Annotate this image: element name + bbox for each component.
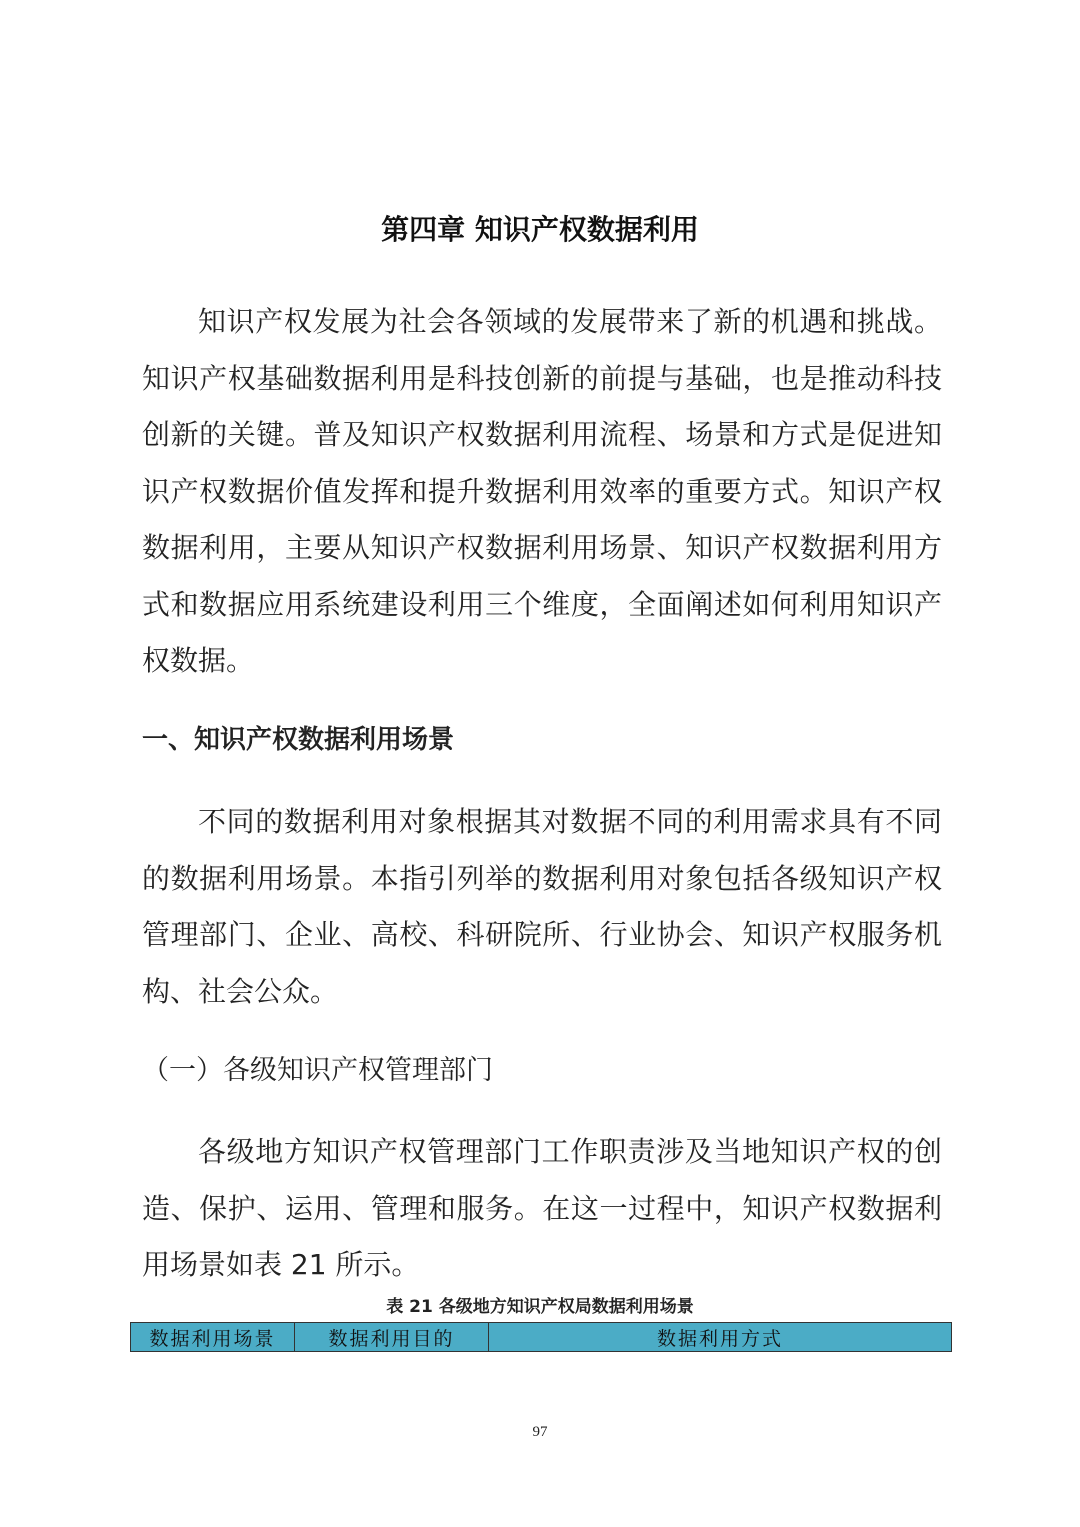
table-caption: 表 21 各级地方知识产权局数据利用场景	[386, 1297, 694, 1317]
scenario-table	[130, 1322, 952, 1352]
intro-paragraph: 知识产权发展为社会各领域的发展带来了新的机遇和挑战。知识产权基础数据利用是科技创新的前提与基础，也是推动科技创新的关键。普及知识产权数据利用流程、场景和方式是促进知识产权数据价值发挥和提升数据利用效率的重要方式。知识产权数据利用，主要从知识产权数据利用场景、知识产权数据利用方式和数据应用系统建设利用三个维度，全面阐述如何利用知识产权数据。	[142, 305, 942, 677]
section-paragraph: 不同的数据利用对象根据其对数据不同的利用需求具有不同的数据利用场景。本指引列举的数据利用对象包括各级知识产权管理部门、企业、高校、科研院所、行业协会、知识产权服务机构、社会公众。	[142, 805, 942, 1008]
chapter-title: 第四章 知识产权数据利用	[381, 213, 699, 246]
page-number: 97	[532, 1424, 548, 1440]
table-header-row	[131, 1323, 952, 1352]
header-scenario: 数据利用场景	[131, 1323, 295, 1352]
subsection-heading: （一）各级知识产权管理部门	[142, 1055, 493, 1086]
subsection-paragraph: 各级地方知识产权管理部门工作职责涉及当地知识产权的创造、保护、运用、管理和服务。在这一过程中，知识产权数据利用场景如表 21 所示。	[142, 1135, 942, 1281]
section-heading: 一、知识产权数据利用场景	[142, 725, 455, 755]
header-method: 数据利用方式	[489, 1323, 952, 1352]
header-purpose: 数据利用目的	[295, 1323, 489, 1352]
